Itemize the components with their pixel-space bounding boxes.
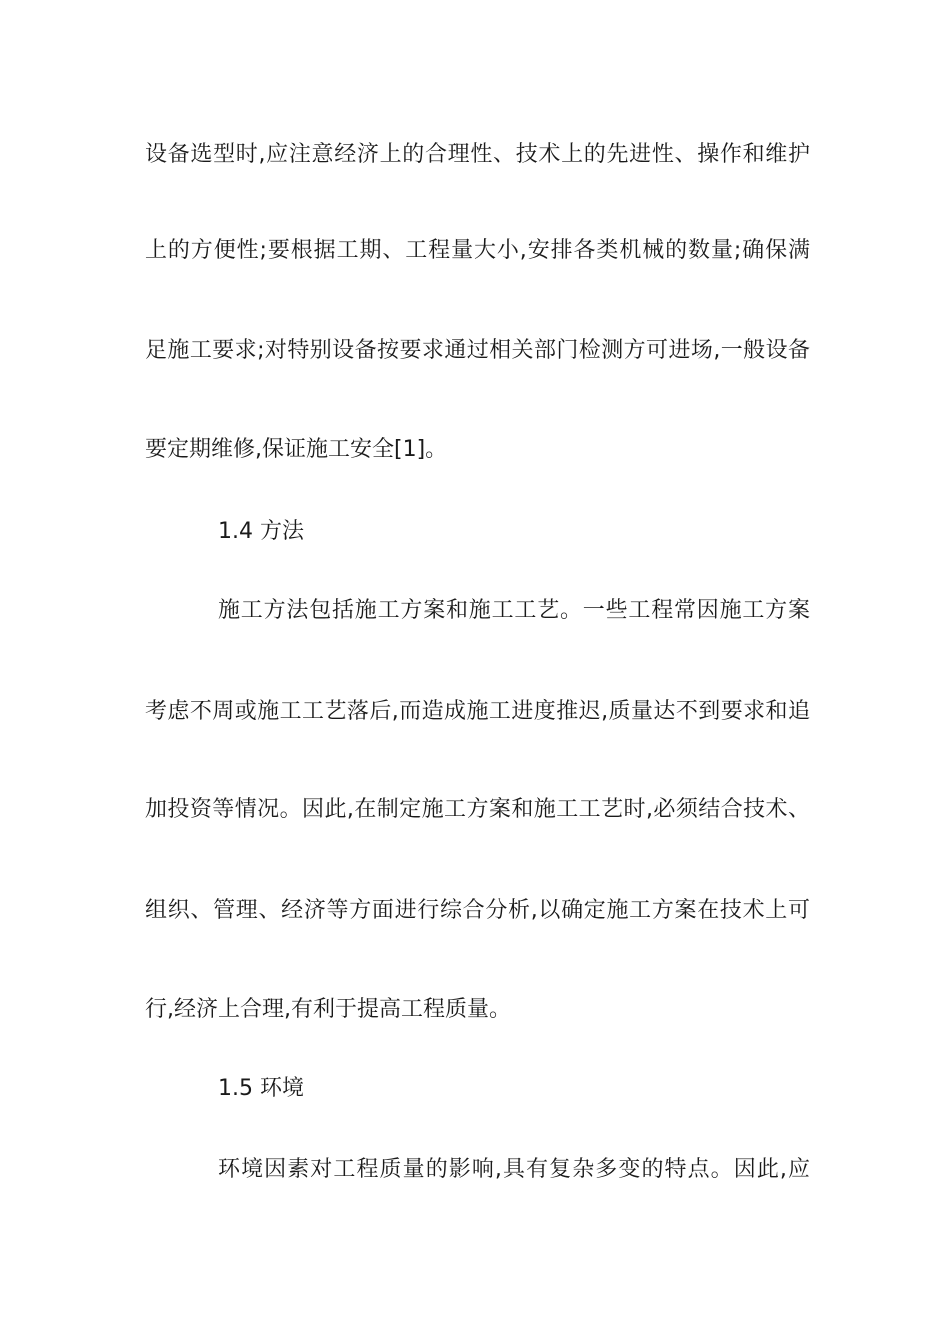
section-heading-1-5: 1.5 环境 <box>218 1076 304 1101</box>
paragraph-line: 设备选型时,应注意经济上的合理性、技术上的先进性、操作和维护 <box>145 142 810 167</box>
paragraph-line: 组织、管理、经济等方面进行综合分析,以确定施工方案在技术上可 <box>145 898 810 923</box>
section-heading-1-4: 1.4 方法 <box>218 519 304 544</box>
paragraph-line: 要定期维修,保证施工安全[1]。 <box>145 437 448 462</box>
paragraph-line: 足施工要求;对特别设备按要求通过相关部门检测方可进场,一般设备 <box>145 338 810 363</box>
paragraph-line: 考虑不周或施工工艺落后,而造成施工进度推迟,质量达不到要求和追 <box>145 699 810 724</box>
paragraph-line: 施工方法包括施工方案和施工工艺。一些工程常因施工方案 <box>218 598 810 623</box>
paragraph-line: 环境因素对工程质量的影响,具有复杂多变的特点。因此,应 <box>218 1157 810 1182</box>
paragraph-line: 行,经济上合理,有利于提高工程质量。 <box>145 997 511 1022</box>
paragraph-line: 上的方便性;要根据工期、工程量大小,安排各类机械的数量;确保满 <box>145 238 810 263</box>
paragraph-line: 加投资等情况。因此,在制定施工方案和施工工艺时,必须结合技术、 <box>145 797 810 822</box>
